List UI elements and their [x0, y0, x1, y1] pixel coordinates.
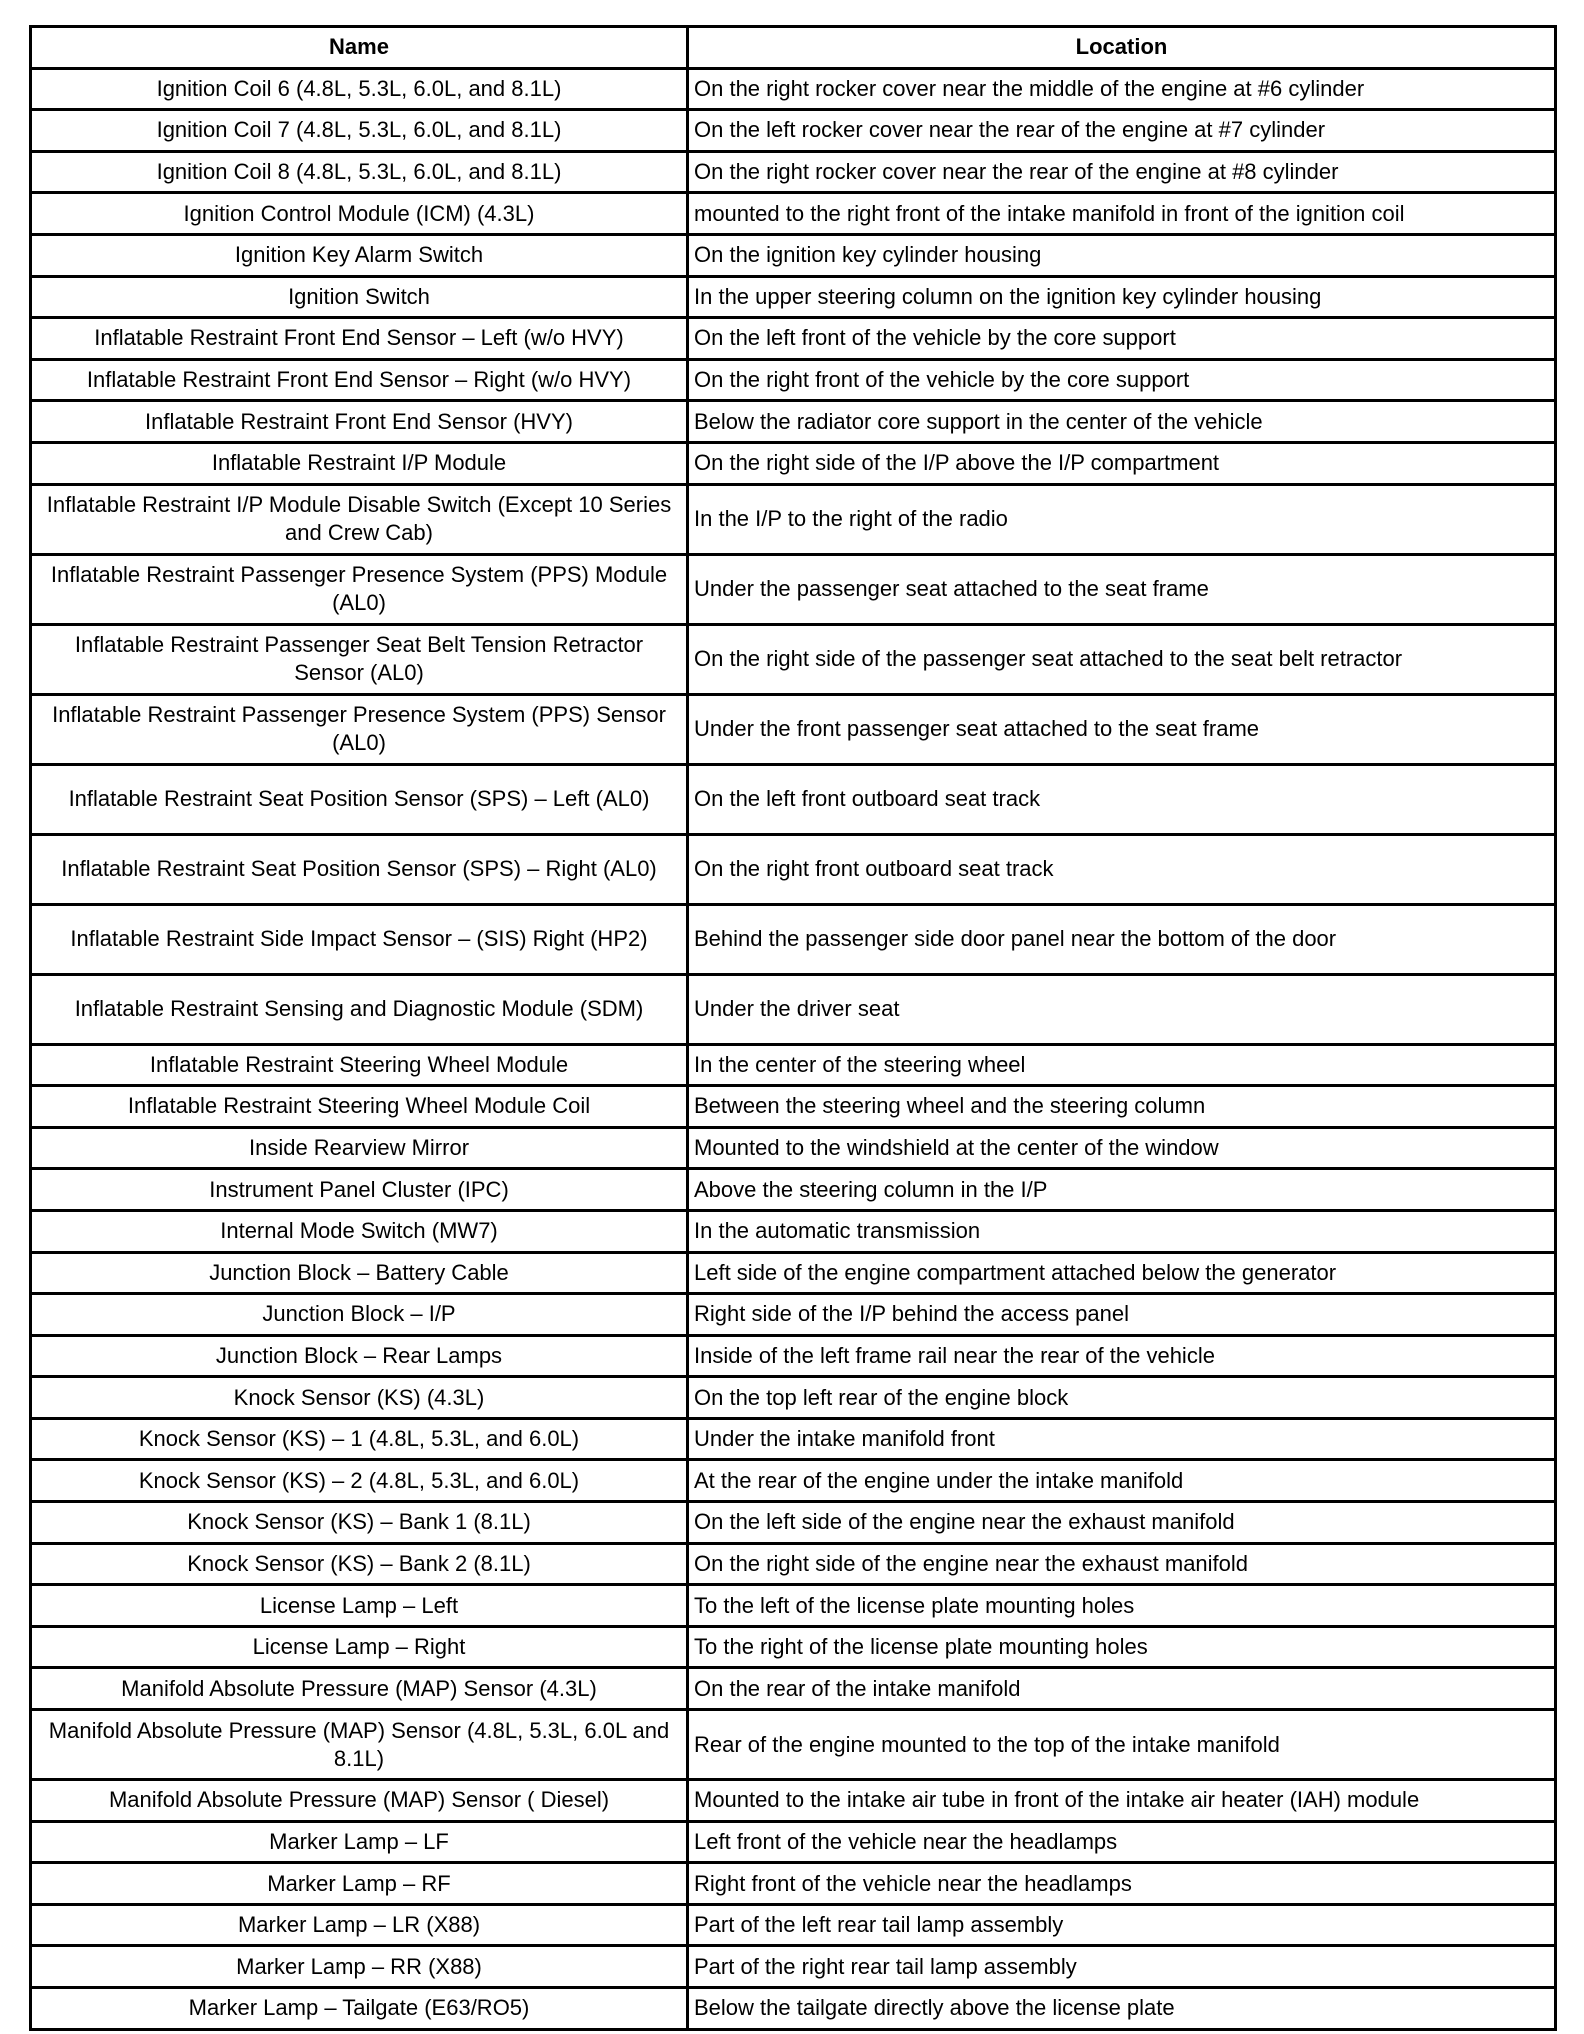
table-row [31, 974, 1556, 1044]
component-location: Right side of the I/P behind the access panel [688, 1294, 1556, 1336]
component-name: Manifold Absolute Pressure (MAP) Sensor (4.3L) [31, 1668, 688, 1710]
table-row [31, 1169, 1556, 1211]
component-location: Between the steering wheel and the steering column [688, 1086, 1556, 1128]
component-location: Above the steering column in the I/P [688, 1169, 1556, 1211]
component-location: On the right side of the I/P above the I/P compartment [688, 442, 1556, 484]
table-row [31, 834, 1556, 904]
component-location: Behind the passenger side door panel near the bottom of the door [688, 904, 1556, 974]
component-name: Marker Lamp – LR (X88) [31, 1904, 688, 1946]
component-name: Knock Sensor (KS) – Bank 1 (8.1L) [31, 1502, 688, 1544]
component-name: Manifold Absolute Pressure (MAP) Sensor (4.8L, 5.3L, 6.0L and 8.1L) [31, 1710, 688, 1780]
component-location: On the right rocker cover near the rear of the engine at #8 cylinder [688, 151, 1556, 193]
component-location: Part of the left rear tail lamp assembly [688, 1904, 1556, 1946]
table-row [31, 1863, 1556, 1905]
component-location: Below the radiator core support in the center of the vehicle [688, 401, 1556, 443]
component-name: License Lamp – Right [31, 1626, 688, 1668]
component-name: Junction Block – Rear Lamps [31, 1335, 688, 1377]
table-row [31, 1780, 1556, 1822]
component-location: On the left front outboard seat track [688, 764, 1556, 834]
table-row [31, 484, 1556, 554]
table-row [31, 1946, 1556, 1988]
table-header [31, 27, 1556, 69]
table-row [31, 1585, 1556, 1627]
component-name: Instrument Panel Cluster (IPC) [31, 1169, 688, 1211]
component-name: Inflatable Restraint Seat Position Sensor (SPS) – Left (AL0) [31, 764, 688, 834]
component-location: In the upper steering column on the ignition key cylinder housing [688, 276, 1556, 318]
component-name: Inflatable Restraint Front End Sensor – Right (w/o HVY) [31, 359, 688, 401]
table-body [31, 68, 1556, 2029]
component-location: On the rear of the intake manifold [688, 1668, 1556, 1710]
component-location: Part of the right rear tail lamp assembly [688, 1946, 1556, 1988]
table-row [31, 318, 1556, 360]
component-location: At the rear of the engine under the intake manifold [688, 1460, 1556, 1502]
component-name: Marker Lamp – LF [31, 1821, 688, 1863]
table-row [31, 1418, 1556, 1460]
table-row [31, 1252, 1556, 1294]
component-name: Internal Mode Switch (MW7) [31, 1210, 688, 1252]
component-location: On the left side of the engine near the exhaust manifold [688, 1502, 1556, 1544]
component-location: mounted to the right front of the intake manifold in front of the ignition coil [688, 193, 1556, 235]
component-name: Junction Block – Battery Cable [31, 1252, 688, 1294]
component-location: On the right side of the engine near the exhaust manifold [688, 1543, 1556, 1585]
component-name: Ignition Coil 7 (4.8L, 5.3L, 6.0L, and 8.1L) [31, 110, 688, 152]
component-name: Knock Sensor (KS) (4.3L) [31, 1377, 688, 1419]
component-name: Manifold Absolute Pressure (MAP) Sensor ( Diesel) [31, 1780, 688, 1822]
table-row [31, 1988, 1556, 2030]
table-row [31, 554, 1556, 624]
component-name: Ignition Control Module (ICM) (4.3L) [31, 193, 688, 235]
component-name: Knock Sensor (KS) – 1 (4.8L, 5.3L, and 6.0L) [31, 1418, 688, 1460]
table-row [31, 764, 1556, 834]
component-location: On the ignition key cylinder housing [688, 234, 1556, 276]
table-row [31, 359, 1556, 401]
component-location: On the right side of the passenger seat attached to the seat belt retractor [688, 624, 1556, 694]
component-name: Ignition Key Alarm Switch [31, 234, 688, 276]
component-name: Inflatable Restraint Steering Wheel Module Coil [31, 1086, 688, 1128]
component-name: Inflatable Restraint I/P Module [31, 442, 688, 484]
table-row [31, 1502, 1556, 1544]
table-row [31, 1626, 1556, 1668]
table-row [31, 694, 1556, 764]
table-row [31, 151, 1556, 193]
component-location: Under the driver seat [688, 974, 1556, 1044]
table-row [31, 193, 1556, 235]
table-row [31, 110, 1556, 152]
table-row [31, 624, 1556, 694]
table-row [31, 1210, 1556, 1252]
component-location: Under the passenger seat attached to the seat frame [688, 554, 1556, 624]
component-location: On the right rocker cover near the middle of the engine at #6 cylinder [688, 68, 1556, 110]
component-location: Mounted to the intake air tube in front of the intake air heater (IAH) module [688, 1780, 1556, 1822]
component-name: Knock Sensor (KS) – 2 (4.8L, 5.3L, and 6.0L) [31, 1460, 688, 1502]
component-name: Ignition Coil 6 (4.8L, 5.3L, 6.0L, and 8.1L) [31, 68, 688, 110]
component-location-table [29, 25, 1557, 2031]
component-location: In the automatic transmission [688, 1210, 1556, 1252]
component-name: Inflatable Restraint Passenger Presence System (PPS) Sensor (AL0) [31, 694, 688, 764]
component-location: To the right of the license plate mounting holes [688, 1626, 1556, 1668]
component-location: Under the intake manifold front [688, 1418, 1556, 1460]
component-name: Inflatable Restraint Passenger Seat Belt Tension Retractor Sensor (AL0) [31, 624, 688, 694]
component-name: Inflatable Restraint Passenger Presence System (PPS) Module (AL0) [31, 554, 688, 624]
component-name: Inflatable Restraint Seat Position Sensor (SPS) – Right (AL0) [31, 834, 688, 904]
component-location: Right front of the vehicle near the headlamps [688, 1863, 1556, 1905]
component-location: On the right front of the vehicle by the core support [688, 359, 1556, 401]
component-location: To the left of the license plate mounting holes [688, 1585, 1556, 1627]
component-name: Junction Block – I/P [31, 1294, 688, 1336]
table-row [31, 1460, 1556, 1502]
component-location: Left side of the engine compartment attached below the generator [688, 1252, 1556, 1294]
component-location: On the left rocker cover near the rear of the engine at #7 cylinder [688, 110, 1556, 152]
table-row [31, 1377, 1556, 1419]
table-row [31, 1086, 1556, 1128]
table-row [31, 1904, 1556, 1946]
component-location: Under the front passenger seat attached to the seat frame [688, 694, 1556, 764]
name-column-header: Name [31, 27, 688, 69]
component-location: On the top left rear of the engine block [688, 1377, 1556, 1419]
location-column-header: Location [688, 27, 1556, 69]
component-name: Inflatable Restraint Steering Wheel Module [31, 1044, 688, 1086]
component-location: Inside of the left frame rail near the rear of the vehicle [688, 1335, 1556, 1377]
table-row [31, 234, 1556, 276]
table-row [31, 401, 1556, 443]
component-location: On the left front of the vehicle by the core support [688, 318, 1556, 360]
table-row [31, 276, 1556, 318]
component-name: License Lamp – Left [31, 1585, 688, 1627]
table-row [31, 68, 1556, 110]
table-row [31, 1821, 1556, 1863]
table-row [31, 1543, 1556, 1585]
table-row [31, 442, 1556, 484]
component-location: Rear of the engine mounted to the top of the intake manifold [688, 1710, 1556, 1780]
component-name: Inflatable Restraint I/P Module Disable Switch (Except 10 Series and Crew Cab) [31, 484, 688, 554]
component-name: Marker Lamp – Tailgate (E63/RO5) [31, 1988, 688, 2030]
component-name: Marker Lamp – RF [31, 1863, 688, 1905]
component-location: Mounted to the windshield at the center of the window [688, 1127, 1556, 1169]
component-name: Inflatable Restraint Front End Sensor – Left (w/o HVY) [31, 318, 688, 360]
table-row [31, 904, 1556, 974]
component-name: Inside Rearview Mirror [31, 1127, 688, 1169]
component-name: Ignition Coil 8 (4.8L, 5.3L, 6.0L, and 8.1L) [31, 151, 688, 193]
component-name: Inflatable Restraint Side Impact Sensor – (SIS) Right (HP2) [31, 904, 688, 974]
component-location: Left front of the vehicle near the headlamps [688, 1821, 1556, 1863]
component-location: In the I/P to the right of the radio [688, 484, 1556, 554]
table-row [31, 1127, 1556, 1169]
component-name: Marker Lamp – RR (X88) [31, 1946, 688, 1988]
component-name: Inflatable Restraint Front End Sensor (HVY) [31, 401, 688, 443]
table-row [31, 1294, 1556, 1336]
table-row [31, 1710, 1556, 1780]
component-location: In the center of the steering wheel [688, 1044, 1556, 1086]
component-location: Below the tailgate directly above the license plate [688, 1988, 1556, 2030]
header-row [31, 27, 1556, 69]
table-row [31, 1044, 1556, 1086]
component-name: Inflatable Restraint Sensing and Diagnostic Module (SDM) [31, 974, 688, 1044]
component-name: Knock Sensor (KS) – Bank 2 (8.1L) [31, 1543, 688, 1585]
component-name: Ignition Switch [31, 276, 688, 318]
table-row [31, 1335, 1556, 1377]
component-location: On the right front outboard seat track [688, 834, 1556, 904]
table-row [31, 1668, 1556, 1710]
